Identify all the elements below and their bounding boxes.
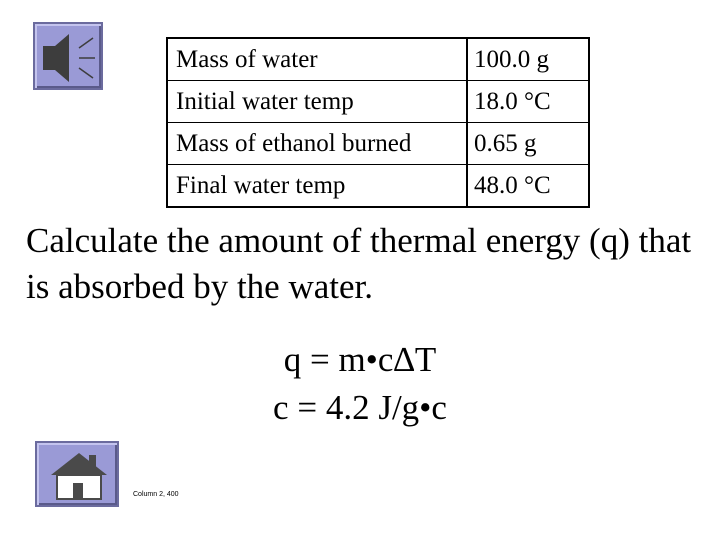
question-text: Calculate the amount of thermal energy (q) that is absorbed by the water. [26, 221, 692, 306]
sound-button[interactable] [33, 22, 103, 90]
row-value: 100.0 g [467, 38, 589, 81]
table-row [167, 38, 589, 81]
table-row [167, 165, 589, 208]
row-label: Initial water temp [167, 81, 467, 123]
row-label: Mass of water [176, 45, 318, 73]
table-row [167, 123, 589, 165]
speaker-icon [35, 24, 105, 92]
home-button[interactable] [35, 441, 119, 507]
table-row [167, 81, 589, 123]
slide-label: Column 2, 400 [133, 491, 179, 498]
row-label: Final water temp [167, 165, 467, 208]
data-table [166, 37, 590, 208]
row-value: 0.65 g [467, 123, 589, 165]
row-value: 18.0 °C [467, 81, 589, 123]
row-value: 48.0 °C [467, 165, 589, 208]
home-icon [37, 443, 121, 509]
row-label: Mass of ethanol burned [167, 123, 467, 165]
formula-specific-heat: c = 4.2 J/g•c [273, 388, 447, 427]
formula-heat: q = m•c∆T [283, 340, 437, 379]
